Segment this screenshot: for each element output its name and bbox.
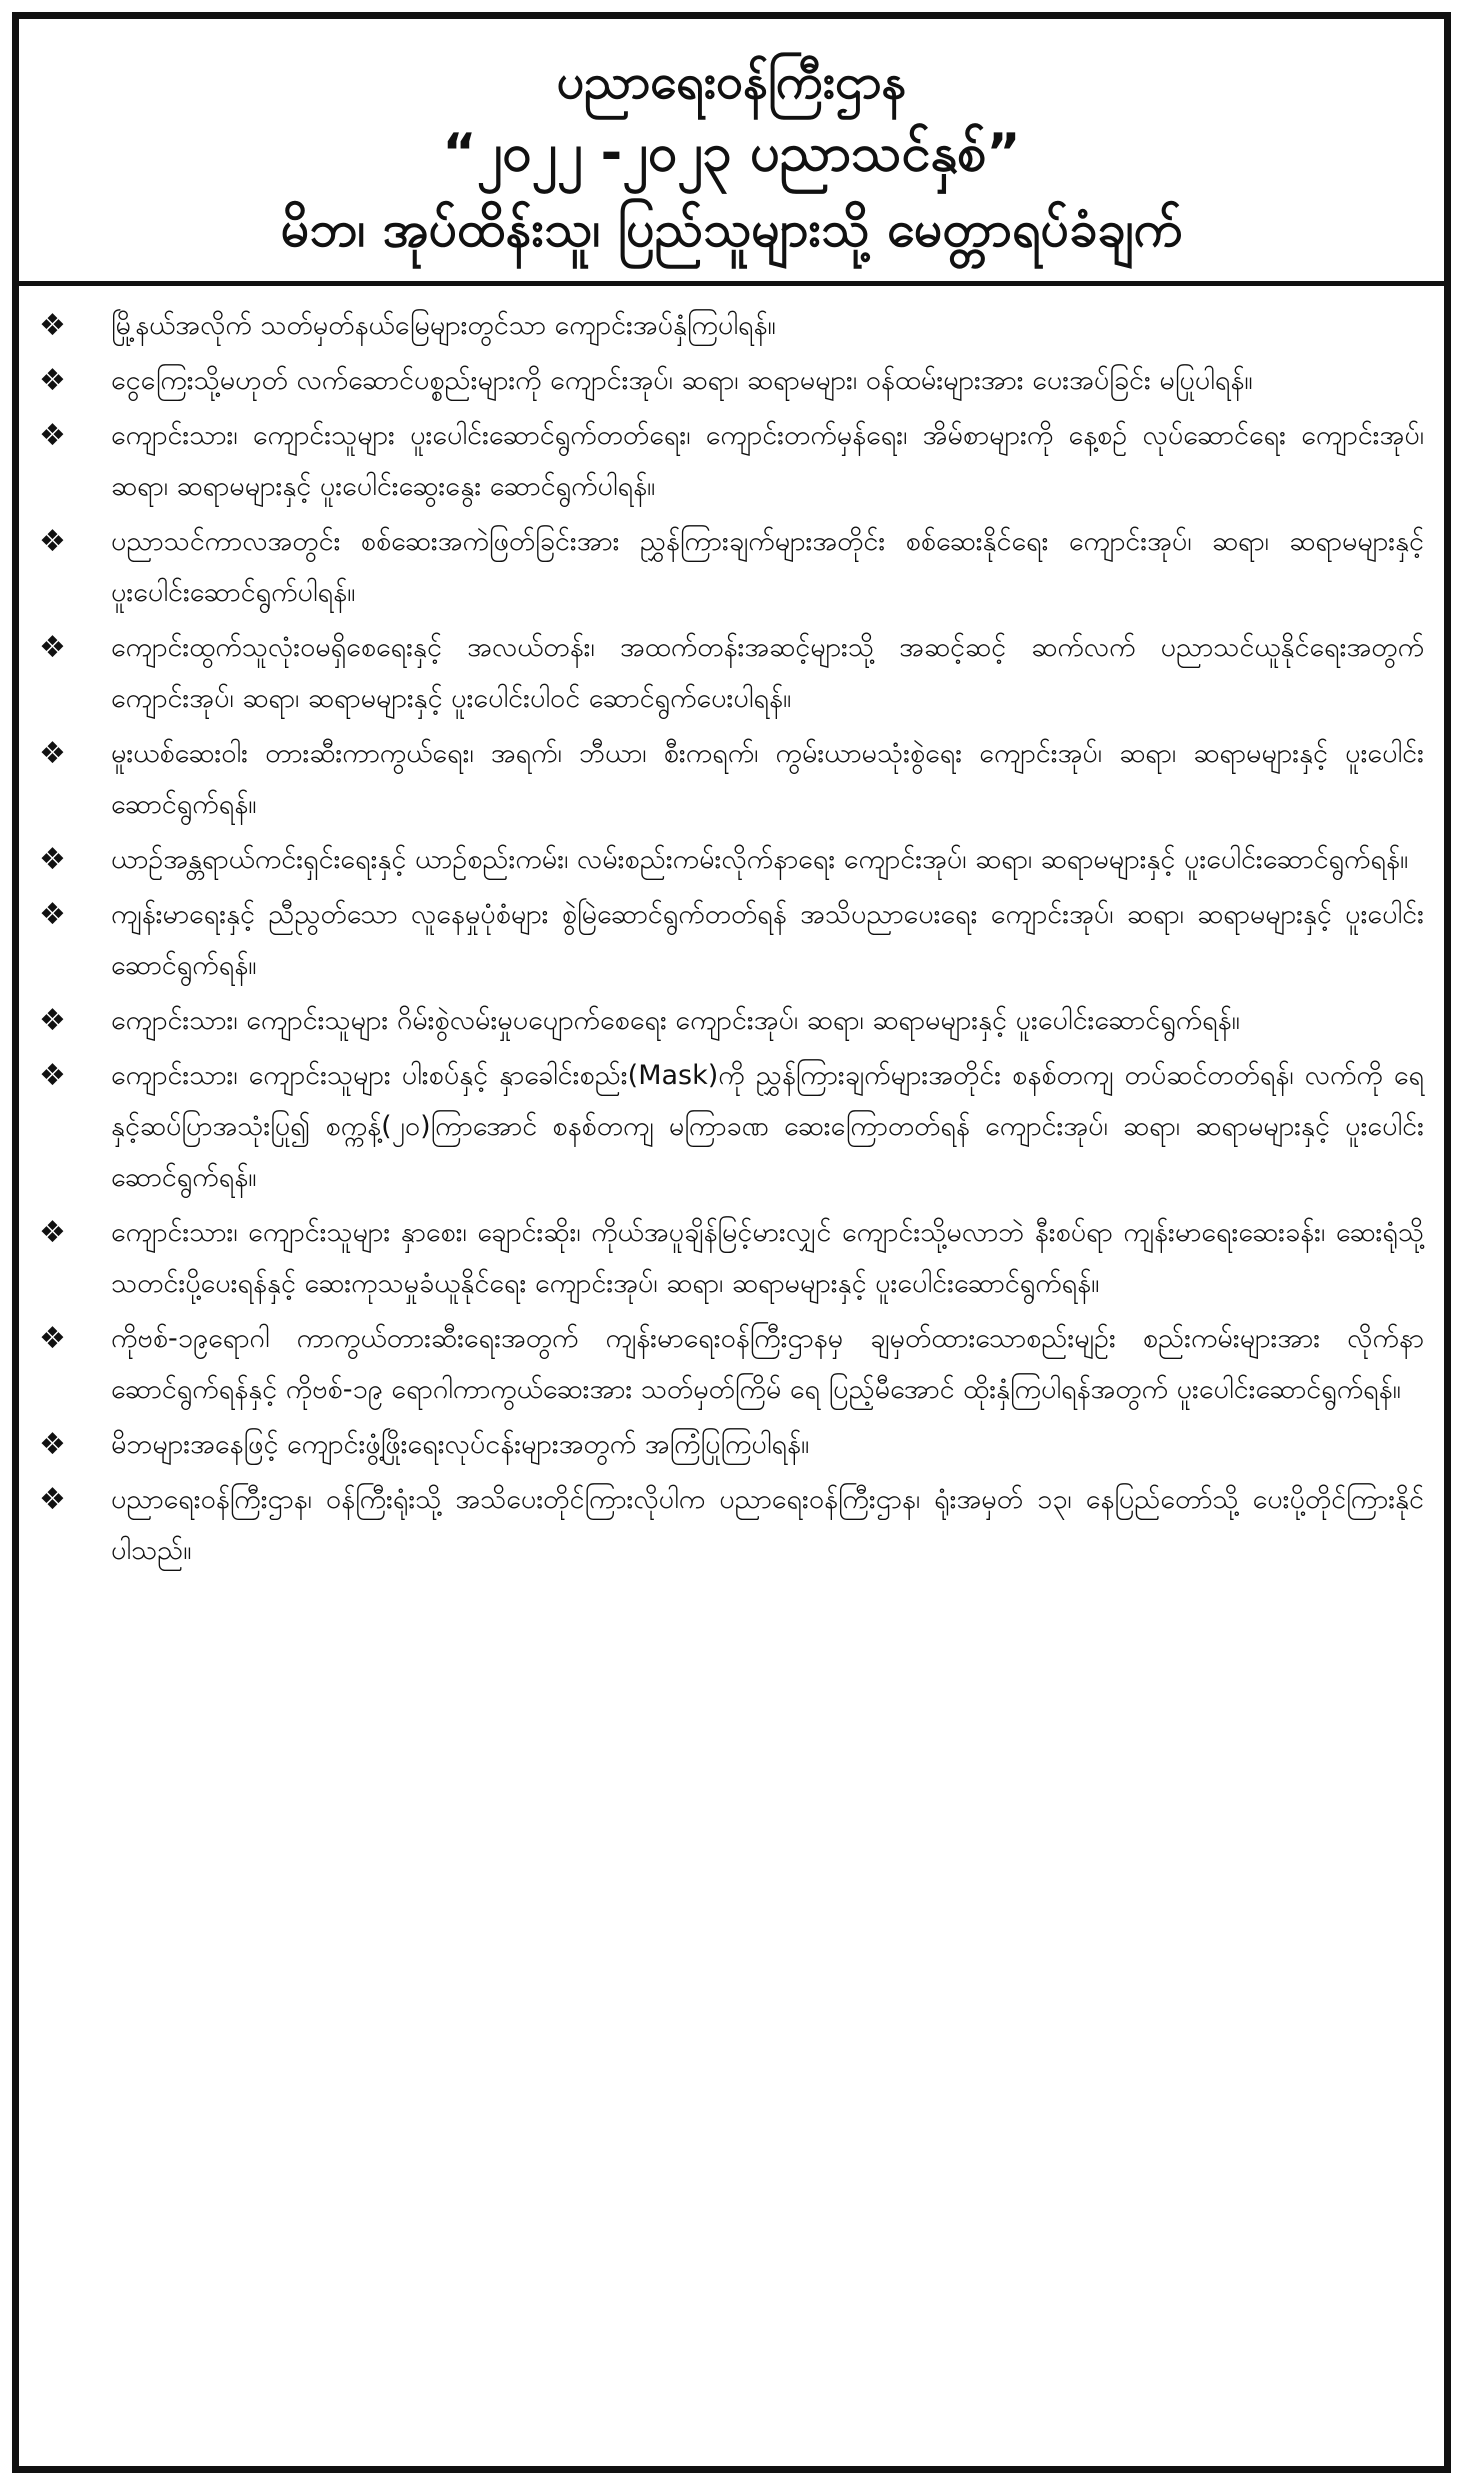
appeal-item-text: ယာဉ်အန္တရာယ်ကင်းရှင်းရေးနှင့် ယာဉ်စည်းကမ်း၊ လမ်းစည်းကမ်းလိုက်နာရေး ကျောင်းအုပ်၊ ဆရာ၊ ဆရာမများနှင့် ပူးပေါင်းဆောင်ရွက်ရန်။ xyxy=(111,844,1409,875)
appeal-list xyxy=(19,300,1444,1576)
notice-frame xyxy=(12,12,1451,2473)
appeal-item-9 xyxy=(39,995,1424,1046)
appeal-item-text: ပညာရေးဝန်ကြီးဌာန၊ ဝန်ကြီးရုံးသို့ အသိပေးတိုင်ကြားလိုပါက ပညာရေးဝန်ကြီးဌာန၊ ရုံးအမှတ် ၁၃၊ နေပြည်တော်သို့ ပေးပို့တိုင်ကြားနိုင်ပါသည်။ xyxy=(111,1484,1424,1566)
appeal-item-11 xyxy=(39,1207,1424,1309)
diamond-bullet-icon: ❖ xyxy=(39,1321,66,1356)
appeal-item-text: ကျောင်းသား၊ ကျောင်းသူများ ပူးပေါင်းဆောင်ရွက်တတ်ရေး၊ ကျောင်းတက်မှန်ရေး၊ အိမ်စာများကို နေ့စဉ် လုပ်ဆောင်ရေး ကျောင်းအုပ်၊ ဆရာ၊ ဆရာမများနှင့် ပူးပေါင်းဆွေးနွေး ဆောင်ရွက်ပါရန်။ xyxy=(111,420,1424,502)
diamond-bullet-icon: ❖ xyxy=(39,1215,66,1250)
appeal-item-text: မိဘများအနေဖြင့် ကျောင်းဖွံ့ဖြိုးရေးလုပ်ငန်းများအတွက် အကြံပြုကြပါရန်။ xyxy=(111,1429,810,1460)
appeal-item-4 xyxy=(39,516,1424,618)
diamond-bullet-icon: ❖ xyxy=(39,1003,66,1038)
appeal-item-text: ပညာသင်ကာလအတွင်း စစ်ဆေးအကဲဖြတ်ခြင်းအား ညွှန်ကြားချက်များအတိုင်း စစ်ဆေးနိုင်ရေး ကျောင်းအုပ်၊ ဆရာ၊ ဆရာမများနှင့် ပူးပေါင်းဆောင်ရွက်ပါရန်။ xyxy=(111,526,1424,608)
appeal-item-text: ကျောင်းသား၊ ကျောင်းသူများ ဂိမ်းစွဲလမ်းမှုပပျောက်စေရေး ကျောင်းအုပ်၊ ဆရာ၊ ဆရာမများနှင့် ပူးပေါင်းဆောင်ရွက်ရန်။ xyxy=(111,1005,1240,1036)
diamond-bullet-icon: ❖ xyxy=(39,524,66,559)
diamond-bullet-icon: ❖ xyxy=(39,418,66,453)
appeal-item-6 xyxy=(39,728,1424,830)
header-divider xyxy=(19,281,1444,286)
appeal-item-text: ကျောင်းသား၊ ကျောင်းသူများ ပါးစပ်နှင့် နှာခေါင်းစည်း(Mask)ကို ညွှန်ကြားချက်များအတိုင်း စနစ်တကျ တပ်ဆင်တတ်ရန်၊ လက်ကို ရေနှင့်ဆပ်ပြာအသုံးပြု၍ စက္ကန့်(၂၀)ကြာအောင် စနစ်တကျ မကြာခဏ ဆေးကြောတတ်ရန် ကျောင်းအုပ်၊ ဆရာ၊ ဆရာမများနှင့် ပူးပေါင်းဆောင်ရွက်ရန်။ xyxy=(111,1060,1424,1193)
appeal-item-3 xyxy=(39,410,1424,512)
diamond-bullet-icon: ❖ xyxy=(39,363,66,398)
appeal-item-text: ကျန်းမာရေးနှင့် ညီညွတ်သော လူနေမှုပုံစံများ စွဲမြဲဆောင်ရွက်တတ်ရန် အသိပညာပေးရေး ကျောင်းအုပ်၊ ဆရာ၊ ဆရာမများနှင့် ပူးပေါင်းဆောင်ရွက်ရန်။ xyxy=(111,899,1424,981)
appeal-item-5 xyxy=(39,622,1424,724)
school-year-title: “၂၀၂၂ -၂၀၂၃ ပညာသင်နှစ်” xyxy=(442,123,1021,183)
appeal-item-text: ငွေကြေးသို့မဟုတ် လက်ဆောင်ပစ္စည်းများကို ကျောင်းအုပ်၊ ဆရာ၊ ဆရာမများ၊ ဝန်ထမ်းများအား ပေးအပ်ခြင်း မပြုပါရန်။ xyxy=(111,365,1253,396)
appeal-item-text: ကျောင်းသား၊ ကျောင်းသူများ နှာစေး၊ ချောင်းဆိုး၊ ကိုယ်အပူချိန်မြင့်မားလျှင် ကျောင်းသို့မလာဘဲ နီးစပ်ရာ ကျန်းမာရေးဆေးခန်း၊ ဆေးရုံသို့ သတင်းပို့ပေးရန်နှင့် ဆေးကုသမှုခံယူနိုင်ရေး ကျောင်းအုပ်၊ ဆရာ၊ ဆရာမများနှင့် ပူးပေါင်းဆောင်ရွက်ရန်။ xyxy=(111,1217,1424,1299)
appeal-item-text: မူးယစ်ဆေးဝါး တားဆီးကာကွယ်ရေး၊ အရက်၊ ဘီယာ၊ စီးကရက်၊ ကွမ်းယာမသုံးစွဲရေး ကျောင်းအုပ်၊ ဆရာ၊ ဆရာမများနှင့် ပူးပေါင်းဆောင်ရွက်ရန်။ xyxy=(111,738,1424,820)
appeal-item-text: ကျောင်းထွက်သူလုံးဝမရှိစေရေးနှင့် အလယ်တန်း၊ အထက်တန်းအဆင့်များသို့ အဆင့်ဆင့် ဆက်လက် ပညာသင်ယူနိုင်ရေးအတွက် ကျောင်းအုပ်၊ ဆရာ၊ ဆရာမများနှင့် ပူးပေါင်းပါဝင် ဆောင်ရွက်ပေးပါရန်။ xyxy=(111,632,1424,714)
diamond-bullet-icon: ❖ xyxy=(39,308,66,343)
diamond-bullet-icon: ❖ xyxy=(39,1482,66,1517)
diamond-bullet-icon: ❖ xyxy=(39,1427,66,1462)
diamond-bullet-icon: ❖ xyxy=(39,897,66,932)
notice-header xyxy=(19,19,1444,267)
diamond-bullet-icon: ❖ xyxy=(39,630,66,665)
appeal-item-14 xyxy=(39,1474,1424,1576)
appeal-title: မိဘ၊ အုပ်ထိန်းသူ၊ ပြည်သူများသို့ မေတ္တာရပ်ခံချက် xyxy=(280,200,1183,258)
appeal-item-2 xyxy=(39,355,1424,406)
appeal-item-1 xyxy=(39,300,1424,351)
appeal-item-7 xyxy=(39,834,1424,885)
appeal-item-8 xyxy=(39,889,1424,991)
appeal-item-12 xyxy=(39,1313,1424,1415)
appeal-item-13 xyxy=(39,1419,1424,1470)
diamond-bullet-icon: ❖ xyxy=(39,736,66,771)
appeal-item-text: ကိုဗစ်-၁၉ရောဂါ ကာကွယ်တားဆီးရေးအတွက် ကျန်းမာရေးဝန်ကြီးဌာနမှ ချမှတ်ထားသောစည်းမျဉ်း စည်းကမ်းများအား လိုက်နာဆောင်ရွက်ရန်နှင့် ကိုဗစ်-၁၉ ရောဂါကာကွယ်ဆေးအား သတ်မှတ်ကြိမ် ရေ ပြည့်မီအောင် ထိုးနှံကြပါရန်အတွက် ပူးပေါင်းဆောင်ရွက်ရန်။ xyxy=(111,1323,1424,1405)
diamond-bullet-icon: ❖ xyxy=(39,842,66,877)
appeal-item-text: မြို့နယ်အလိုက် သတ်မှတ်နယ်မြေများတွင်သာ ကျောင်းအပ်နှံကြပါရန်။ xyxy=(111,310,776,341)
ministry-title: ပညာရေးဝန်ကြီးဌာန xyxy=(556,54,907,110)
appeal-item-10 xyxy=(39,1050,1424,1203)
diamond-bullet-icon: ❖ xyxy=(39,1058,66,1093)
